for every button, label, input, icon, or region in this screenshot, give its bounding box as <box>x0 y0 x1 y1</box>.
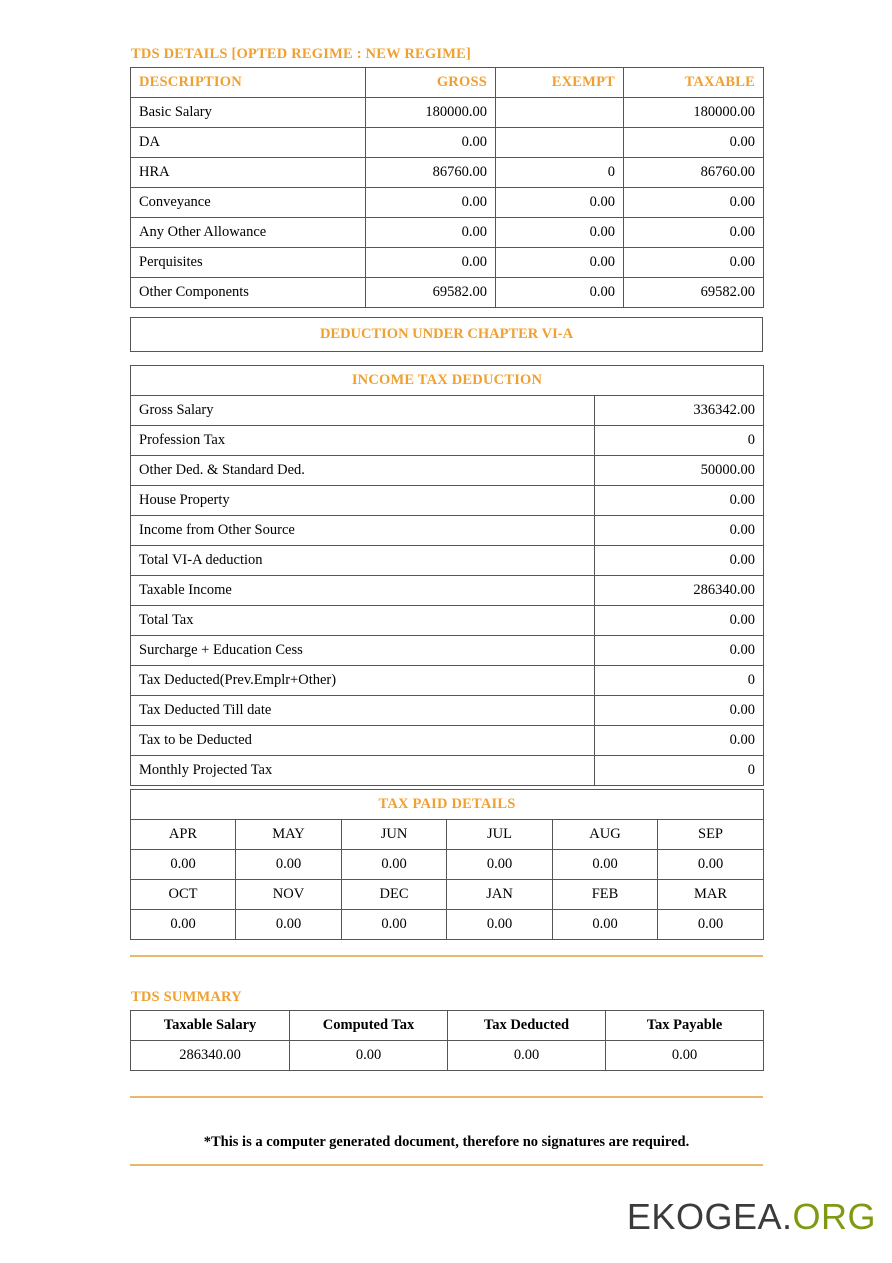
month-label: DEC <box>342 880 447 910</box>
table-row <box>131 636 764 666</box>
row-label: Taxable Income <box>131 576 595 606</box>
month-label: AUG <box>553 820 658 850</box>
income-tax-deduction-header-row <box>131 366 764 396</box>
row-label: Total Tax <box>131 606 595 636</box>
row-value: 0 <box>595 666 764 696</box>
row-label: Any Other Allowance <box>131 218 366 248</box>
cell-taxable: 0.00 <box>624 128 764 158</box>
month-label: SEP <box>658 820 764 850</box>
row-value: 0.00 <box>595 486 764 516</box>
cell-gross: 86760.00 <box>366 158 496 188</box>
cell-taxable-salary: 286340.00 <box>131 1041 290 1071</box>
tds-summary-title: TDS SUMMARY <box>131 989 242 1005</box>
row-label: Other Components <box>131 278 366 308</box>
table-row <box>131 546 764 576</box>
column-header-taxable: TAXABLE <box>624 68 764 98</box>
cell-exempt <box>496 98 624 128</box>
cell-gross: 0.00 <box>366 248 496 278</box>
tds-details-header-row <box>131 68 764 98</box>
month-value: 0.00 <box>236 850 342 880</box>
row-label: Tax Deducted Till date <box>131 696 595 726</box>
cell-tax-deducted: 0.00 <box>448 1041 606 1071</box>
table-row <box>131 218 764 248</box>
month-value-row-h1 <box>131 850 764 880</box>
row-value: 286340.00 <box>595 576 764 606</box>
month-label: JUL <box>447 820 553 850</box>
row-value: 0.00 <box>595 696 764 726</box>
footer-divider-top <box>130 1096 763 1098</box>
cell-taxable: 86760.00 <box>624 158 764 188</box>
row-value: 0.00 <box>595 606 764 636</box>
row-label: Conveyance <box>131 188 366 218</box>
income-tax-deduction-table <box>130 365 764 786</box>
row-value: 336342.00 <box>595 396 764 426</box>
cell-exempt: 0.00 <box>496 218 624 248</box>
month-value: 0.00 <box>553 850 658 880</box>
tds-summary-table <box>130 1010 764 1071</box>
cell-tax-payable: 0.00 <box>606 1041 764 1071</box>
column-header-gross: GROSS <box>366 68 496 98</box>
ekogea-logo <box>627 1196 876 1238</box>
month-value: 0.00 <box>342 850 447 880</box>
month-label: APR <box>131 820 236 850</box>
row-label: Total VI-A deduction <box>131 546 595 576</box>
computer-generated-note: *This is a computer generated document, therefore no signatures are required. <box>203 1134 690 1150</box>
month-value-row-h2 <box>131 910 764 940</box>
cell-computed-tax: 0.00 <box>290 1041 448 1071</box>
table-row <box>131 486 764 516</box>
table-row <box>131 128 764 158</box>
table-row <box>131 426 764 456</box>
row-label: Monthly Projected Tax <box>131 756 595 786</box>
cell-gross: 180000.00 <box>366 98 496 128</box>
cell-taxable: 0.00 <box>624 188 764 218</box>
row-label: Tax Deducted(Prev.Emplr+Other) <box>131 666 595 696</box>
table-row <box>131 576 764 606</box>
table-row <box>131 516 764 546</box>
month-header-row-h2 <box>131 880 764 910</box>
month-label: FEB <box>553 880 658 910</box>
month-label: NOV <box>236 880 342 910</box>
month-value: 0.00 <box>131 850 236 880</box>
table-row <box>131 456 764 486</box>
cell-gross: 0.00 <box>366 218 496 248</box>
table-row <box>131 278 764 308</box>
row-value: 0.00 <box>595 726 764 756</box>
cell-exempt: 0 <box>496 158 624 188</box>
month-label: MAR <box>658 880 764 910</box>
tax-paid-details-header: TAX PAID DETAILS <box>131 790 764 820</box>
row-label: Perquisites <box>131 248 366 278</box>
tax-paid-details-header-row <box>131 790 764 820</box>
month-value: 0.00 <box>658 850 764 880</box>
row-label: Surcharge + Education Cess <box>131 636 595 666</box>
cell-exempt: 0.00 <box>496 188 624 218</box>
table-row <box>131 188 764 218</box>
table-row <box>131 1041 764 1071</box>
table-row <box>131 248 764 278</box>
row-label: Other Ded. & Standard Ded. <box>131 456 595 486</box>
cell-exempt: 0.00 <box>496 248 624 278</box>
row-label: HRA <box>131 158 366 188</box>
row-value: 0 <box>595 756 764 786</box>
cell-taxable: 0.00 <box>624 218 764 248</box>
month-value: 0.00 <box>131 910 236 940</box>
table-row <box>131 726 764 756</box>
row-value: 50000.00 <box>595 456 764 486</box>
row-label: Income from Other Source <box>131 516 595 546</box>
column-header-exempt: EXEMPT <box>496 68 624 98</box>
tds-details-title: TDS DETAILS [OPTED REGIME : NEW REGIME] <box>131 46 472 62</box>
tax-paid-details-table <box>130 789 764 940</box>
cell-exempt: 0.00 <box>496 278 624 308</box>
row-value: 0 <box>595 426 764 456</box>
table-row <box>131 696 764 726</box>
cell-taxable: 69582.00 <box>624 278 764 308</box>
month-value: 0.00 <box>658 910 764 940</box>
cell-gross: 0.00 <box>366 188 496 218</box>
cell-gross: 69582.00 <box>366 278 496 308</box>
table-row <box>131 606 764 636</box>
table-row <box>131 666 764 696</box>
row-label: Profession Tax <box>131 426 595 456</box>
chapter-via-band: DEDUCTION UNDER CHAPTER VI-A <box>130 317 763 352</box>
month-label: JUN <box>342 820 447 850</box>
table-row <box>131 756 764 786</box>
month-label: JAN <box>447 880 553 910</box>
month-value: 0.00 <box>236 910 342 940</box>
table-row <box>131 396 764 426</box>
row-value: 0.00 <box>595 516 764 546</box>
table-row <box>131 158 764 188</box>
column-header-tax-payable: Tax Payable <box>606 1011 764 1041</box>
column-header-taxable-salary: Taxable Salary <box>131 1011 290 1041</box>
column-header-description: DESCRIPTION <box>131 68 366 98</box>
row-label: Gross Salary <box>131 396 595 426</box>
month-value: 0.00 <box>447 910 553 940</box>
tds-details-table <box>130 67 764 308</box>
month-value: 0.00 <box>447 850 553 880</box>
table-row <box>131 98 764 128</box>
section-divider <box>130 955 763 957</box>
footer-divider-bottom <box>130 1164 763 1166</box>
month-label: OCT <box>131 880 236 910</box>
cell-gross: 0.00 <box>366 128 496 158</box>
tds-summary-header-row <box>131 1011 764 1041</box>
month-header-row-h1 <box>131 820 764 850</box>
month-label: MAY <box>236 820 342 850</box>
row-label: Basic Salary <box>131 98 366 128</box>
row-label: DA <box>131 128 366 158</box>
month-value: 0.00 <box>342 910 447 940</box>
column-header-computed-tax: Computed Tax <box>290 1011 448 1041</box>
column-header-tax-deducted: Tax Deducted <box>448 1011 606 1041</box>
cell-taxable: 0.00 <box>624 248 764 278</box>
cell-exempt <box>496 128 624 158</box>
brand-name: EKOGEA. <box>626 1196 793 1237</box>
month-value: 0.00 <box>553 910 658 940</box>
row-label: Tax to be Deducted <box>131 726 595 756</box>
brand-tld: ORG <box>792 1196 876 1237</box>
income-tax-deduction-header: INCOME TAX DEDUCTION <box>131 366 764 396</box>
row-value: 0.00 <box>595 546 764 576</box>
row-value: 0.00 <box>595 636 764 666</box>
row-label: House Property <box>131 486 595 516</box>
cell-taxable: 180000.00 <box>624 98 764 128</box>
